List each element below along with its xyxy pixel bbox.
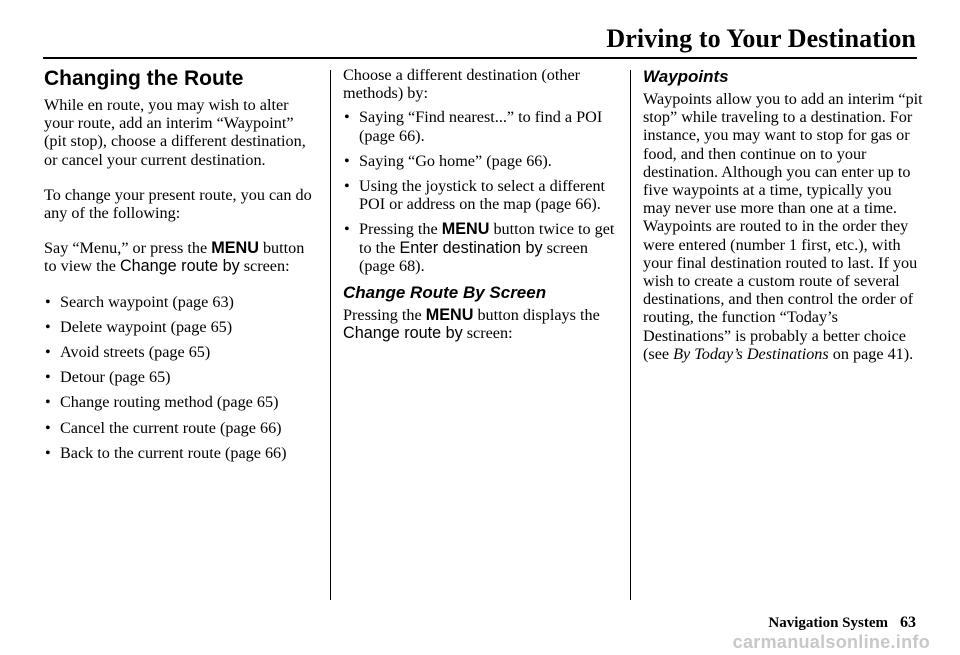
screen-name: Change route by (343, 324, 463, 343)
text-run: button to view the (44, 239, 305, 276)
list-item: • Avoid streets (page 65) (44, 343, 320, 361)
page-footer (768, 614, 916, 632)
page-number: 63 (900, 614, 916, 631)
waypoints-paragraph (643, 90, 923, 363)
text-run: Waypoints allow you to add an interim “pit stop” while traveling to a destination. For instance, you may want to stop for gas or food, and then continue on to your destination. Although you can enter up to five waypoints at a time, typically you may never use more than one at a time. Waypoints are routed to in the order they were entered (number 1 first, etc.), with your final destination routed to last. If you wish to create a custom route of several destinations, and then control the order of routing, the function “Today’s Destinations” is probably a better choice (see (643, 90, 923, 363)
list-item: • Saying “Go home” (page 66). (343, 152, 619, 170)
text-run: Say “Menu,” or press the (44, 239, 212, 258)
list-item: • Saying “Find nearest...” to find a POI (page 66). (343, 108, 619, 144)
instructions-paragraph: To change your present route, you can do any of the following: (44, 185, 312, 223)
change-route-paragraph (343, 306, 619, 342)
option-list (44, 293, 320, 462)
menu-instruction-paragraph (44, 239, 320, 275)
text-run: Pressing the (359, 220, 442, 239)
cross-reference: By Today’s Destinations (673, 344, 829, 363)
screen-name: Change route by (119, 257, 240, 276)
watermark: carmanualsonline.info (732, 632, 930, 652)
text-run: Pressing the (343, 306, 426, 325)
text-run: screen (page 68). (359, 238, 588, 275)
menu-button-label: MENU (425, 306, 474, 325)
list-item: • Detour (page 65) (44, 368, 320, 386)
list-item: • Change routing method (page 65) (44, 393, 320, 411)
destination-method-list (343, 108, 619, 275)
page-header-title: Driving to Your Destination (606, 24, 916, 53)
footer-label: Navigation System (768, 615, 888, 631)
menu-button-label: MENU (211, 239, 259, 258)
text-run: on page 41). (828, 344, 914, 363)
text-run: screen: (462, 324, 513, 343)
subsection-heading: Waypoints (643, 67, 729, 86)
column-2 (343, 66, 619, 359)
destination-intro: Choose a different destination (other methods) by: (343, 66, 581, 103)
list-item: • Search waypoint (page 63) (44, 293, 320, 311)
text-run: button displays the (473, 306, 600, 325)
text-run: screen: (239, 257, 290, 276)
menu-button-label: MENU (441, 220, 490, 239)
list-item (343, 220, 619, 275)
list-item: • Back to the current route (page 66) (44, 444, 320, 462)
column-divider-2 (630, 70, 631, 600)
intro-paragraph: While en route, you may wish to alter your route, add an interim “Waypoint” (pit stop), choose a different destination, or cancel your current destination. (44, 96, 306, 169)
section-heading: Changing the Route (44, 67, 244, 90)
list-item: • Using the joystick to select a different POI or address on the map (page 66). (343, 177, 619, 213)
screen-name: Enter destination by (399, 238, 543, 257)
column-1 (44, 66, 320, 469)
text-run: button twice to get to the (359, 220, 615, 257)
list-item: • Delete waypoint (page 65) (44, 318, 320, 336)
subsection-heading: Change Route By Screen (343, 283, 547, 303)
column-divider-1 (330, 70, 331, 600)
list-item: • Cancel the current route (page 66) (44, 419, 320, 437)
header-rule (43, 57, 917, 59)
column-3 (643, 66, 923, 380)
